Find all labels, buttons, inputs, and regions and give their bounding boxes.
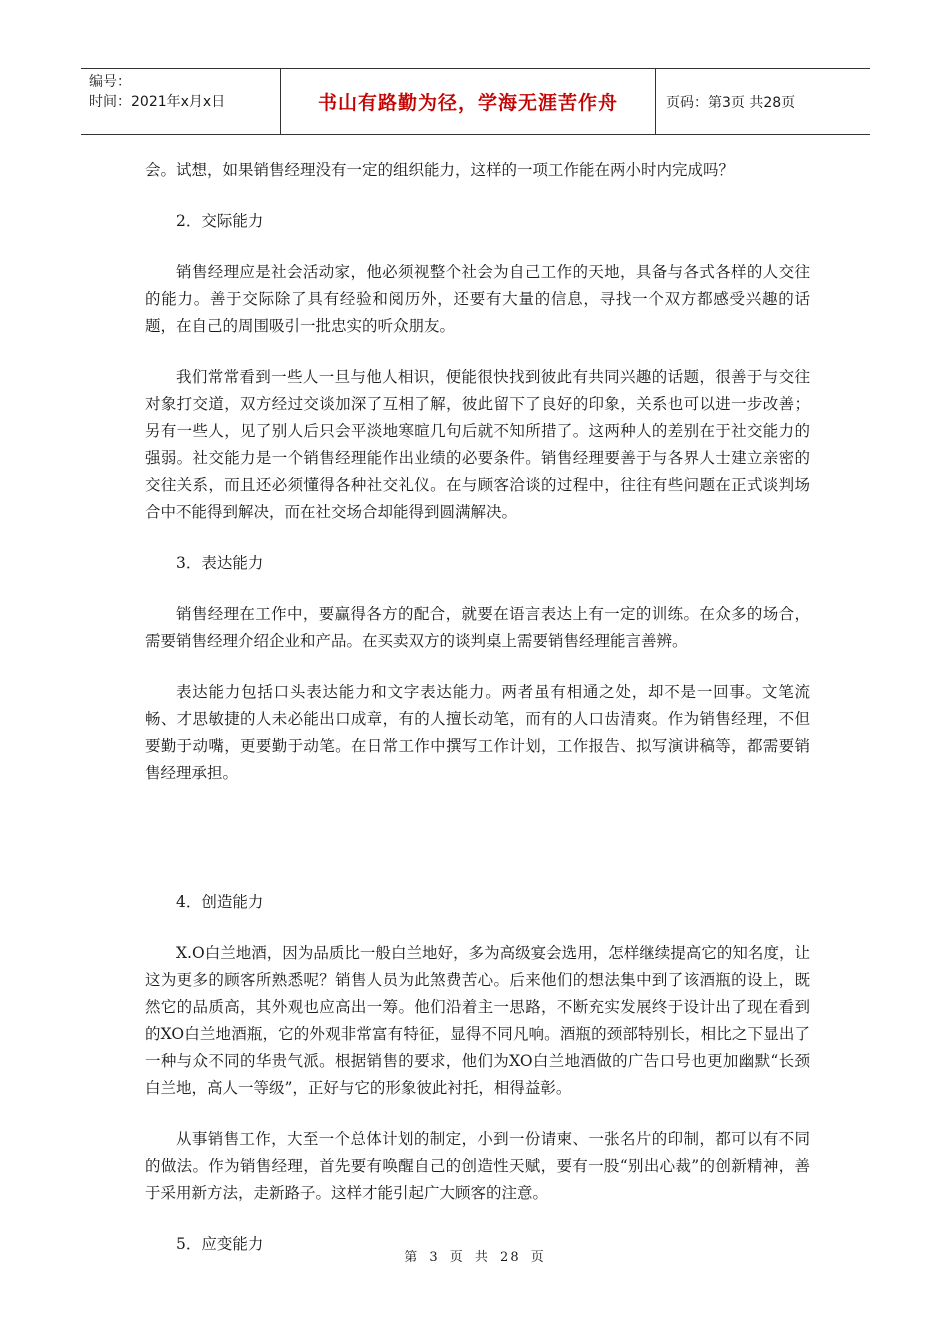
header-motto: 书山有路勤为径，学海无涯苦作舟: [281, 69, 656, 134]
paragraph: 销售经理应是社会活动家，他必须视整个社会为自己工作的天地，具备与各式各样的人交往的能力。善于交际除了具有经验和阅历外，还要有大量的信息，寻找一个双方都感受兴趣的话题，在自己的周围吸引一批忠实的听众朋友。: [145, 263, 810, 335]
page-header: [81, 68, 870, 135]
section-heading-expression: 3．表达能力: [176, 554, 264, 572]
paragraph: 销售经理在工作中，要赢得各方的配合，就要在语言表达上有一定的训练。在众多的场合，需要销售经理介绍企业和产品。在买卖双方的谈判桌上需要销售经理能言善辨。: [145, 605, 810, 650]
number-label: 编号：: [89, 74, 131, 90]
section-heading-social: 2．交际能力: [176, 212, 264, 230]
document-body: [145, 157, 810, 1282]
page-footer: 第 3 页 共 28 页: [404, 1250, 546, 1265]
header-page-info: 页码：第3页 共28页: [666, 94, 796, 111]
paragraph: X.O白兰地酒，因为品质比一般白兰地好，多为高级宴会选用，怎样继续提高它的知名度，让这为更多的顾客所熟悉呢？销售人员为此煞费苦心。后来他们的想法集中到了该酒瓶的设上，既然它的品质高，其外观也应高出一筹。他们沿着主一思路，不断充实发展终于设计出了现在看到的XO白兰地酒瓶，它的外观非常富有特征，显得不同凡响。酒瓶的颈部特别长，相比之下显出了一种与众不同的华贵气派。根据销售的要求，他们为XO白兰地酒做的广告口号也更加幽默“长颈白兰地，高人一等级”，正好与它的形象彼此衬托，相得益彰。: [145, 944, 810, 1097]
header-meta: [81, 69, 281, 134]
paragraph: 表达能力包括口头表达能力和文字表达能力。两者虽有相通之处，却不是一回事。文笔流畅、才思敏捷的人未必能出口成章，有的人擅长动笔，而有的人口齿清爽。作为销售经理，不但要勤于动嘴，更要勤于动笔。在日常工作中撰写工作计划，工作报告、拟写演讲稿等，都需要销售经理承担。: [145, 683, 810, 782]
time-label: 时间：2021年x月x日: [89, 94, 226, 110]
section-heading-creativity: 4．创造能力: [176, 893, 264, 911]
paragraph-continued: 会。试想，如果销售经理没有一定的组织能力，这样的一项工作能在两小时内完成吗？: [145, 161, 735, 179]
blank-space: [145, 811, 810, 889]
paragraph: 从事销售工作，大至一个总体计划的制定，小到一份请柬、一张名片的印制，都可以有不同的做法。作为销售经理，首先要有唤醒自己的创造性天赋，要有一股“别出心裁”的创新精神，善于采用新方法，走新路子。这样才能引起广大顾客的注意。: [145, 1130, 810, 1202]
paragraph: 我们常常看到一些人一旦与他人相识，便能很快找到彼此有共同兴趣的话题，很善于与交往对象打交道，双方经过交谈加深了互相了解，彼此留下了良好的印象，关系也可以进一步改善；另有一些人，见了别人后只会平淡地寒暄几句后就不知所措了。这两种人的差别在于社交能力的强弱。社交能力是一个销售经理能作出业绩的必要条件。销售经理要善于与各界人士建立亲密的交往关系，而且还必须懂得各种社交礼仪。在与顾客洽谈的过程中，往往有些问题在正式谈判场合中不能得到解决，而在社交场合却能得到圆满解决。: [145, 368, 810, 521]
section-heading-adaptability: 5．应变能力: [176, 1235, 264, 1253]
